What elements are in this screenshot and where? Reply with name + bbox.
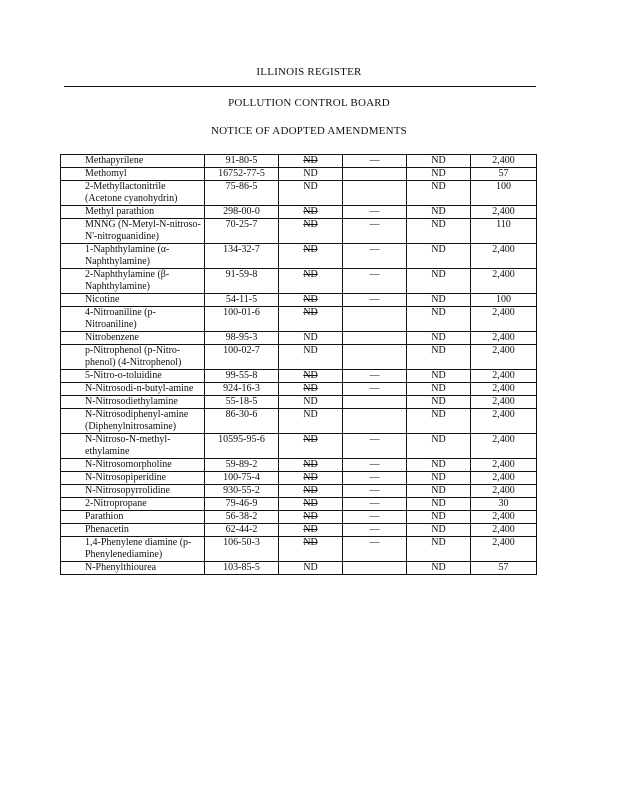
dash-value: — (343, 472, 407, 485)
limit-value: 2,400 (471, 269, 537, 294)
table-row (61, 345, 537, 370)
limit-value: 2,400 (471, 332, 537, 345)
limit-value: 2,400 (471, 307, 537, 332)
constituent-name: N-Nitrosopiperidine (61, 472, 205, 485)
constituent-name: 2-Naphthylamine (β-Naphthylamine) (61, 269, 205, 294)
cas-number: 10595-95-6 (205, 434, 279, 459)
nd-value-1: ND (279, 409, 343, 434)
limit-value: 2,400 (471, 459, 537, 472)
nd-value-1: ND (279, 307, 343, 332)
table-row (61, 269, 537, 294)
table-row (61, 370, 537, 383)
limit-value: 57 (471, 168, 537, 181)
limit-value: 2,400 (471, 383, 537, 396)
nd-value-2: ND (407, 219, 471, 244)
constituent-name: N-Nitrosomorpholine (61, 459, 205, 472)
nd-value-1: ND (279, 181, 343, 206)
cas-number: 86-30-6 (205, 409, 279, 434)
nd-value-2: ND (407, 498, 471, 511)
nd-value-1: ND (279, 485, 343, 498)
dash-value: — (343, 219, 407, 244)
dash-value: — (343, 269, 407, 294)
cas-number: 100-01-6 (205, 307, 279, 332)
nd-value-2: ND (407, 370, 471, 383)
table-row (61, 294, 537, 307)
nd-value-2: ND (407, 383, 471, 396)
nd-value-1: ND (279, 459, 343, 472)
register-title: ILLINOIS REGISTER (256, 66, 362, 78)
cas-number: 103-85-5 (205, 562, 279, 575)
dash-value (343, 332, 407, 345)
cas-number: 55-18-5 (205, 396, 279, 409)
table-row (61, 383, 537, 396)
cas-number: 79-46-9 (205, 498, 279, 511)
nd-value-2: ND (407, 434, 471, 459)
nd-value-2: ND (407, 524, 471, 537)
nd-value-1: ND (279, 434, 343, 459)
nd-value-2: ND (407, 307, 471, 332)
cas-number: 99-55-8 (205, 370, 279, 383)
nd-value-2: ND (407, 562, 471, 575)
constituent-name: p-Nitrophenol (p-Nitro-phenol) (4-Nitrophenol) (61, 345, 205, 370)
board-title: POLLUTION CONTROL BOARD (228, 97, 390, 109)
table-row (61, 219, 537, 244)
dash-value (343, 409, 407, 434)
nd-value-1: ND (279, 537, 343, 562)
table-body (61, 155, 537, 575)
constituent-name: 1,4-Phenylene diamine (p-Phenylenediamine) (61, 537, 205, 562)
constituent-name: Methyl parathion (61, 206, 205, 219)
limit-value: 57 (471, 562, 537, 575)
dash-value: — (343, 485, 407, 498)
table-row (61, 472, 537, 485)
constituent-name: Nitrobenzene (61, 332, 205, 345)
nd-value-1: ND (279, 524, 343, 537)
cas-number: 100-02-7 (205, 345, 279, 370)
limit-value: 2,400 (471, 485, 537, 498)
dash-value: — (343, 537, 407, 562)
limit-value: 2,400 (471, 434, 537, 459)
constituent-name: N-Nitrosopyrrolidine (61, 485, 205, 498)
constituent-name: 4-Nitroaniline (p-Nitroaniline) (61, 307, 205, 332)
cas-number: 106-50-3 (205, 537, 279, 562)
table-row (61, 206, 537, 219)
constituent-name: 1-Naphthylamine (α-Naphthylamine) (61, 244, 205, 269)
dash-value: — (343, 206, 407, 219)
table-row (61, 409, 537, 434)
dash-value: — (343, 370, 407, 383)
constituent-name: N-Phenylthiourea (61, 562, 205, 575)
limit-value: 2,400 (471, 244, 537, 269)
dash-value: — (343, 155, 407, 168)
table-row (61, 396, 537, 409)
cas-number: 134-32-7 (205, 244, 279, 269)
dash-value: — (343, 524, 407, 537)
dash-value (343, 562, 407, 575)
constituent-table (60, 154, 537, 575)
limit-value: 30 (471, 498, 537, 511)
header-rule (64, 86, 536, 87)
nd-value-2: ND (407, 459, 471, 472)
nd-value-1: ND (279, 168, 343, 181)
limit-value: 2,400 (471, 537, 537, 562)
nd-value-2: ND (407, 244, 471, 269)
dash-value (343, 307, 407, 332)
nd-value-1: ND (279, 562, 343, 575)
cas-number: 298-00-0 (205, 206, 279, 219)
table-row (61, 511, 537, 524)
nd-value-2: ND (407, 396, 471, 409)
constituent-name: Methapyrilene (61, 155, 205, 168)
nd-value-2: ND (407, 332, 471, 345)
limit-value: 2,400 (471, 206, 537, 219)
constituent-name: Phenacetin (61, 524, 205, 537)
nd-value-2: ND (407, 206, 471, 219)
nd-value-1: ND (279, 269, 343, 294)
table-row (61, 537, 537, 562)
cas-number: 930-55-2 (205, 485, 279, 498)
limit-value: 2,400 (471, 155, 537, 168)
dash-value: — (343, 459, 407, 472)
constituent-name: 2-Nitropropane (61, 498, 205, 511)
limit-value: 100 (471, 181, 537, 206)
limit-value: 2,400 (471, 396, 537, 409)
nd-value-1: ND (279, 294, 343, 307)
constituent-name: Parathion (61, 511, 205, 524)
limit-value: 100 (471, 294, 537, 307)
constituent-name: N-Nitroso-N-methyl-ethylamine (61, 434, 205, 459)
nd-value-2: ND (407, 181, 471, 206)
cas-number: 54-11-5 (205, 294, 279, 307)
limit-value: 2,400 (471, 524, 537, 537)
cas-number: 59-89-2 (205, 459, 279, 472)
nd-value-1: ND (279, 332, 343, 345)
table-row (61, 562, 537, 575)
dash-value: — (343, 511, 407, 524)
cas-number: 16752-77-5 (205, 168, 279, 181)
table-row (61, 168, 537, 181)
dash-value: — (343, 498, 407, 511)
table-row (61, 244, 537, 269)
notice-title: NOTICE OF ADOPTED AMENDMENTS (211, 125, 407, 137)
constituent-name: N-Nitrosodiphenyl-amine (Diphenylnitrosamine) (61, 409, 205, 434)
cas-number: 70-25-7 (205, 219, 279, 244)
nd-value-2: ND (407, 269, 471, 294)
dash-value (343, 181, 407, 206)
constituent-name: 5-Nitro-o-toluidine (61, 370, 205, 383)
constituent-name: Nicotine (61, 294, 205, 307)
dash-value (343, 345, 407, 370)
limit-value: 2,400 (471, 370, 537, 383)
nd-value-2: ND (407, 409, 471, 434)
table-row (61, 459, 537, 472)
nd-value-1: ND (279, 155, 343, 168)
nd-value-1: ND (279, 219, 343, 244)
nd-value-2: ND (407, 155, 471, 168)
cas-number: 98-95-3 (205, 332, 279, 345)
cas-number: 91-59-8 (205, 269, 279, 294)
limit-value: 2,400 (471, 345, 537, 370)
constituent-name: 2-Methyllactonitrile (Acetone cyanohydrin) (61, 181, 205, 206)
table-row (61, 307, 537, 332)
nd-value-1: ND (279, 383, 343, 396)
nd-value-2: ND (407, 168, 471, 181)
dash-value: — (343, 434, 407, 459)
limit-value: 2,400 (471, 511, 537, 524)
cas-number: 75-86-5 (205, 181, 279, 206)
dash-value: — (343, 294, 407, 307)
limit-value: 2,400 (471, 472, 537, 485)
nd-value-2: ND (407, 472, 471, 485)
nd-value-1: ND (279, 498, 343, 511)
dash-value: — (343, 244, 407, 269)
constituent-name: N-Nitrosodiethylamine (61, 396, 205, 409)
nd-value-2: ND (407, 511, 471, 524)
nd-value-2: ND (407, 485, 471, 498)
cas-number: 62-44-2 (205, 524, 279, 537)
constituent-name: Methomyl (61, 168, 205, 181)
nd-value-2: ND (407, 294, 471, 307)
nd-value-1: ND (279, 244, 343, 269)
cas-number: 91-80-5 (205, 155, 279, 168)
nd-value-1: ND (279, 370, 343, 383)
table-row (61, 332, 537, 345)
dash-value: — (343, 383, 407, 396)
dash-value (343, 168, 407, 181)
table-row (61, 485, 537, 498)
cas-number: 56-38-2 (205, 511, 279, 524)
nd-value-2: ND (407, 345, 471, 370)
constituent-name: MNNG (N-Metyl-N-nitroso-N'-nitroguanidine) (61, 219, 205, 244)
cas-number: 924-16-3 (205, 383, 279, 396)
limit-value: 2,400 (471, 409, 537, 434)
table-row (61, 498, 537, 511)
dash-value (343, 396, 407, 409)
constituent-name: N-Nitrosodi-n-butyl-amine (61, 383, 205, 396)
limit-value: 110 (471, 219, 537, 244)
table-row (61, 181, 537, 206)
table-row (61, 524, 537, 537)
cas-number: 100-75-4 (205, 472, 279, 485)
nd-value-1: ND (279, 396, 343, 409)
nd-value-1: ND (279, 511, 343, 524)
nd-value-2: ND (407, 537, 471, 562)
table-row (61, 434, 537, 459)
nd-value-1: ND (279, 472, 343, 485)
nd-value-1: ND (279, 206, 343, 219)
table-row (61, 155, 537, 168)
nd-value-1: ND (279, 345, 343, 370)
